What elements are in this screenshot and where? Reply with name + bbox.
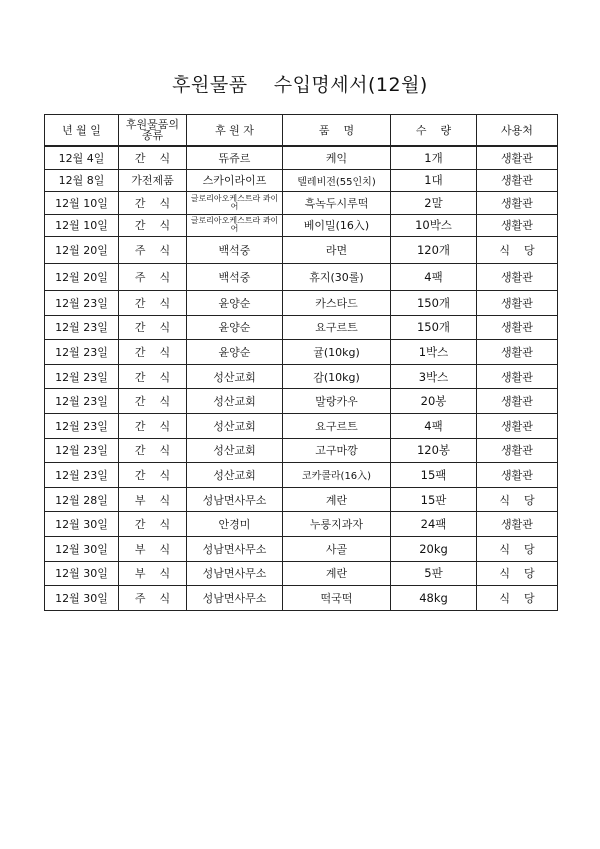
table-row: [45, 340, 558, 365]
header-date: 년 월 일: [45, 115, 119, 147]
cell-date: 12월 4일: [45, 146, 119, 169]
cell-donor: 성산교회: [187, 438, 283, 463]
cell-item: 흑녹두시루떡: [283, 192, 391, 215]
cell-destination: 생활관: [477, 214, 558, 237]
cell-category: 간 식: [119, 413, 187, 438]
table-row: [45, 586, 558, 611]
cell-category: 주 식: [119, 237, 187, 264]
cell-category: 간 식: [119, 192, 187, 215]
cell-item: 휴지(30롤): [283, 264, 391, 291]
table-row: [45, 438, 558, 463]
cell-item: 케익: [283, 146, 391, 169]
cell-item: 고구마깡: [283, 438, 391, 463]
cell-item: 요구르트: [283, 413, 391, 438]
cell-category: 부 식: [119, 561, 187, 586]
cell-quantity: 120봉: [391, 438, 477, 463]
cell-destination: 생활관: [477, 413, 558, 438]
cell-category: 간 식: [119, 364, 187, 389]
cell-date: 12월 8일: [45, 169, 119, 192]
cell-date: 12월 10일: [45, 192, 119, 215]
cell-donor: 성산교회: [187, 364, 283, 389]
cell-item: 계란: [283, 561, 391, 586]
cell-quantity: 1박스: [391, 340, 477, 365]
cell-quantity: 4팩: [391, 264, 477, 291]
cell-quantity: 20봉: [391, 389, 477, 414]
cell-item: 코카콜라(16入): [283, 463, 391, 488]
cell-item: 라면: [283, 237, 391, 264]
header-donor: 후 원 자: [187, 115, 283, 147]
cell-donor: 백석중: [187, 237, 283, 264]
cell-quantity: 1대: [391, 169, 477, 192]
table-row: [45, 536, 558, 561]
cell-date: 12월 23일: [45, 438, 119, 463]
cell-date: 12월 28일: [45, 487, 119, 512]
cell-item: 누룽지과자: [283, 512, 391, 537]
donation-receipt-table: [44, 114, 558, 611]
cell-category: 간 식: [119, 291, 187, 316]
cell-quantity: 15팩: [391, 463, 477, 488]
cell-date: 12월 30일: [45, 512, 119, 537]
cell-item: 계란: [283, 487, 391, 512]
cell-date: 12월 23일: [45, 291, 119, 316]
cell-destination: 생활관: [477, 389, 558, 414]
cell-date: 12월 23일: [45, 463, 119, 488]
cell-quantity: 120개: [391, 237, 477, 264]
cell-quantity: 150개: [391, 315, 477, 340]
cell-date: 12월 23일: [45, 364, 119, 389]
table-header-row: [45, 115, 558, 147]
cell-quantity: 15판: [391, 487, 477, 512]
cell-destination: 생활관: [477, 192, 558, 215]
table-row: [45, 389, 558, 414]
cell-date: 12월 30일: [45, 586, 119, 611]
cell-destination: 생활관: [477, 463, 558, 488]
cell-quantity: 48kg: [391, 586, 477, 611]
table-body: [45, 146, 558, 610]
cell-destination: 생활관: [477, 264, 558, 291]
cell-category: 간 식: [119, 146, 187, 169]
cell-quantity: 4팩: [391, 413, 477, 438]
cell-category: 간 식: [119, 438, 187, 463]
cell-destination: 생활관: [477, 364, 558, 389]
cell-item: 말랑카우: [283, 389, 391, 414]
cell-donor: 윤양순: [187, 291, 283, 316]
header-quantity: 수 량: [391, 115, 477, 147]
cell-item: 귤(10kg): [283, 340, 391, 365]
cell-quantity: 5판: [391, 561, 477, 586]
cell-donor: 윤양순: [187, 315, 283, 340]
cell-date: 12월 10일: [45, 214, 119, 237]
cell-category: 간 식: [119, 389, 187, 414]
cell-destination: 생활관: [477, 340, 558, 365]
cell-destination: 식 당: [477, 561, 558, 586]
table-row: [45, 463, 558, 488]
table-row: [45, 315, 558, 340]
cell-donor: 성산교회: [187, 413, 283, 438]
cell-destination: 생활관: [477, 438, 558, 463]
cell-destination: 생활관: [477, 315, 558, 340]
cell-category: 부 식: [119, 536, 187, 561]
cell-destination: 생활관: [477, 512, 558, 537]
cell-category: 간 식: [119, 512, 187, 537]
cell-quantity: 24팩: [391, 512, 477, 537]
cell-category: 간 식: [119, 315, 187, 340]
cell-destination: 식 당: [477, 237, 558, 264]
cell-item: 카스타드: [283, 291, 391, 316]
cell-category: 주 식: [119, 586, 187, 611]
table-row: [45, 169, 558, 192]
cell-item: 사골: [283, 536, 391, 561]
cell-date: 12월 23일: [45, 315, 119, 340]
table-row: [45, 512, 558, 537]
table-row: [45, 264, 558, 291]
cell-donor: 윤양순: [187, 340, 283, 365]
header-category: 후원물품의 종류: [119, 115, 187, 147]
cell-donor: 성남면사무소: [187, 561, 283, 586]
cell-donor: 글로리아오케스트라 콰이어: [187, 192, 283, 215]
document-title: 후원물품 수입명세서(12월): [172, 74, 428, 96]
cell-category: 간 식: [119, 214, 187, 237]
cell-donor: 성산교회: [187, 389, 283, 414]
table-row: [45, 214, 558, 237]
cell-destination: 식 당: [477, 487, 558, 512]
cell-donor: 성남면사무소: [187, 586, 283, 611]
cell-date: 12월 23일: [45, 389, 119, 414]
cell-quantity: 1개: [391, 146, 477, 169]
table-row: [45, 487, 558, 512]
header-destination: 사용처: [477, 115, 558, 147]
cell-donor: 뜌쥬르: [187, 146, 283, 169]
cell-category: 부 식: [119, 487, 187, 512]
cell-destination: 생활관: [477, 146, 558, 169]
cell-destination: 식 당: [477, 586, 558, 611]
table-row: [45, 237, 558, 264]
cell-quantity: 10박스: [391, 214, 477, 237]
cell-category: 간 식: [119, 463, 187, 488]
cell-quantity: 2말: [391, 192, 477, 215]
table-row: [45, 146, 558, 169]
cell-category: 간 식: [119, 340, 187, 365]
cell-donor: 성산교회: [187, 463, 283, 488]
cell-donor: 스카이라이프: [187, 169, 283, 192]
table-row: [45, 192, 558, 215]
cell-date: 12월 30일: [45, 561, 119, 586]
cell-category: 주 식: [119, 264, 187, 291]
cell-quantity: 3박스: [391, 364, 477, 389]
cell-item: 감(10kg): [283, 364, 391, 389]
cell-item: 요구르트: [283, 315, 391, 340]
cell-destination: 생활관: [477, 169, 558, 192]
cell-destination: 생활관: [477, 291, 558, 316]
cell-date: 12월 20일: [45, 264, 119, 291]
cell-item: 텔레비전(55인치): [283, 169, 391, 192]
table-row: [45, 364, 558, 389]
cell-quantity: 20kg: [391, 536, 477, 561]
cell-date: 12월 20일: [45, 237, 119, 264]
cell-item: 베이밀(16入): [283, 214, 391, 237]
cell-date: 12월 30일: [45, 536, 119, 561]
table-row: [45, 561, 558, 586]
cell-category: 가전제품: [119, 169, 187, 192]
header-item: 품 명: [283, 115, 391, 147]
cell-item: 떡국떡: [283, 586, 391, 611]
cell-destination: 식 당: [477, 536, 558, 561]
table-row: [45, 291, 558, 316]
cell-donor: 성남면사무소: [187, 487, 283, 512]
cell-date: 12월 23일: [45, 340, 119, 365]
cell-date: 12월 23일: [45, 413, 119, 438]
cell-donor: 글로리아오케스트라 콰이어: [187, 214, 283, 237]
cell-donor: 안경미: [187, 512, 283, 537]
cell-quantity: 150개: [391, 291, 477, 316]
cell-donor: 백석중: [187, 264, 283, 291]
table-row: [45, 413, 558, 438]
cell-donor: 성남면사무소: [187, 536, 283, 561]
